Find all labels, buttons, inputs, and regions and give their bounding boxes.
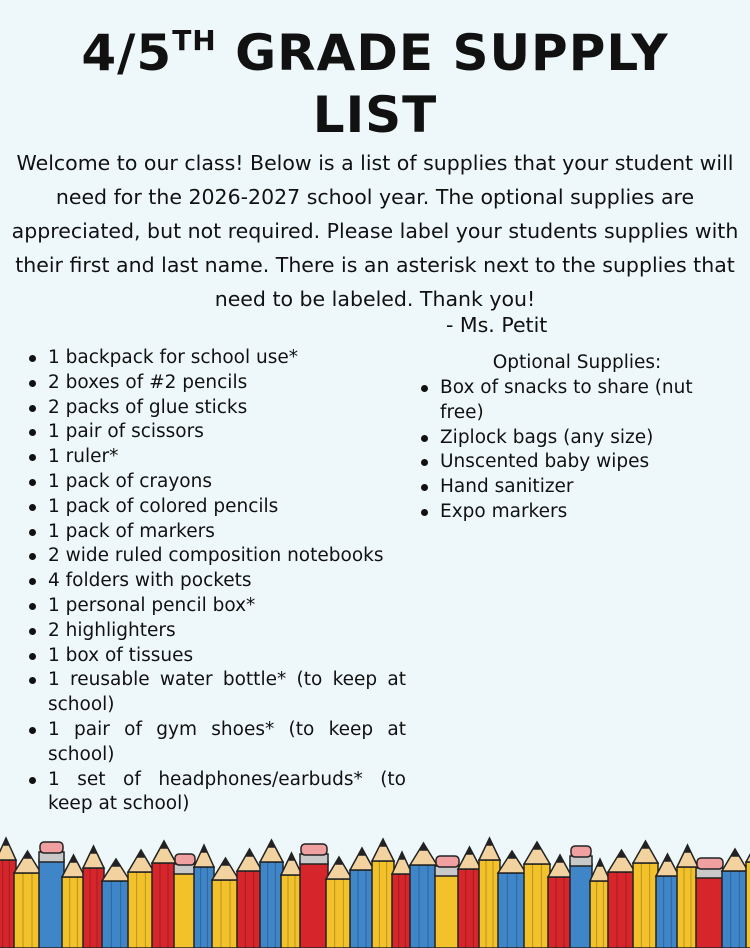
list-item: 1 personal pencil box* [26, 594, 406, 619]
pencil-icon [128, 850, 154, 948]
pencil-icon [260, 840, 283, 948]
pencil-icon [300, 844, 328, 948]
list-item: Unscented baby wipes [418, 450, 718, 475]
pencil-icon [633, 841, 658, 948]
pencil-icon [570, 846, 592, 948]
list-item: 1 pack of markers [26, 520, 406, 545]
pencil-icon [350, 848, 374, 948]
title-line-1: 4/5TH GRADE SUPPLY [81, 24, 669, 82]
optional-supplies-list [418, 376, 718, 525]
teacher-signature: - Ms. Petit [446, 313, 548, 337]
pencil-icon [696, 858, 724, 948]
page-title [0, 22, 750, 146]
list-item: 2 boxes of #2 pencils [26, 371, 406, 396]
pencil-icon [656, 854, 679, 948]
pencil-icon [237, 849, 262, 948]
pencil-icon [212, 858, 239, 948]
pencil-icon [194, 845, 214, 948]
pencil-border [0, 828, 750, 948]
list-item: 1 pair of scissors [26, 420, 406, 445]
pencil-icon [83, 846, 104, 948]
list-item: 2 highlighters [26, 619, 406, 644]
pencil-icon [524, 842, 550, 948]
optional-supplies-heading: Optional Supplies: [492, 352, 662, 373]
pencil-icon [281, 853, 302, 948]
list-item: 1 box of tissues [26, 644, 406, 669]
list-item: 4 folders with pockets [26, 569, 406, 594]
pencil-icon [746, 840, 750, 948]
required-supplies-list [26, 346, 406, 817]
list-item: 2 wide ruled composition notebooks [26, 544, 406, 569]
pencil-icon [458, 847, 481, 948]
list-item: 1 reusable water bottle* (to keep at school) [26, 668, 406, 718]
pencil-icon [326, 857, 352, 948]
pencil-icon [174, 854, 196, 948]
list-item: 1 pack of crayons [26, 470, 406, 495]
pencil-icon [498, 851, 526, 948]
optional-supplies-section [418, 350, 718, 525]
list-item: Hand sanitizer [418, 475, 718, 500]
list-item: 1 ruler* [26, 445, 406, 470]
intro-paragraph: Welcome to our class! Below is a list of supplies that your student will need for the 2026-2027 school year. The optional supplies are appreciated, but not required. Please label your students supplies with their first and last name. There is an asterisk next to the supplies that need to be labeled. Thank you! [11, 151, 739, 311]
pencil-icon [152, 841, 176, 948]
pencil-icon [548, 855, 572, 948]
list-item: 2 packs of glue sticks [26, 396, 406, 421]
list-item: Ziplock bags (any size) [418, 426, 718, 451]
pencil-icon [392, 852, 412, 948]
pencil-icon [608, 850, 635, 948]
list-item: Expo markers [418, 500, 718, 525]
title-line-2: LIST [312, 86, 438, 144]
pencil-icon [479, 838, 500, 948]
pencil-icon [39, 842, 64, 948]
pencil-icon [677, 845, 698, 948]
list-item: 1 pair of gym shoes* (to keep at school) [26, 718, 406, 768]
pencil-icon [102, 859, 130, 948]
list-item: 1 backpack for school use* [26, 346, 406, 371]
list-item: 1 pack of colored pencils [26, 495, 406, 520]
pencil-icon [62, 855, 85, 948]
pencil-icon [435, 856, 460, 948]
list-item: 1 set of headphones/earbuds* (to keep at school) [26, 768, 406, 818]
pencil-icon [722, 849, 748, 948]
list-item: Box of snacks to share (nut free) [418, 376, 718, 426]
pencil-icon [14, 851, 41, 948]
pencil-icon [372, 839, 394, 948]
pencil-icon [410, 843, 437, 948]
